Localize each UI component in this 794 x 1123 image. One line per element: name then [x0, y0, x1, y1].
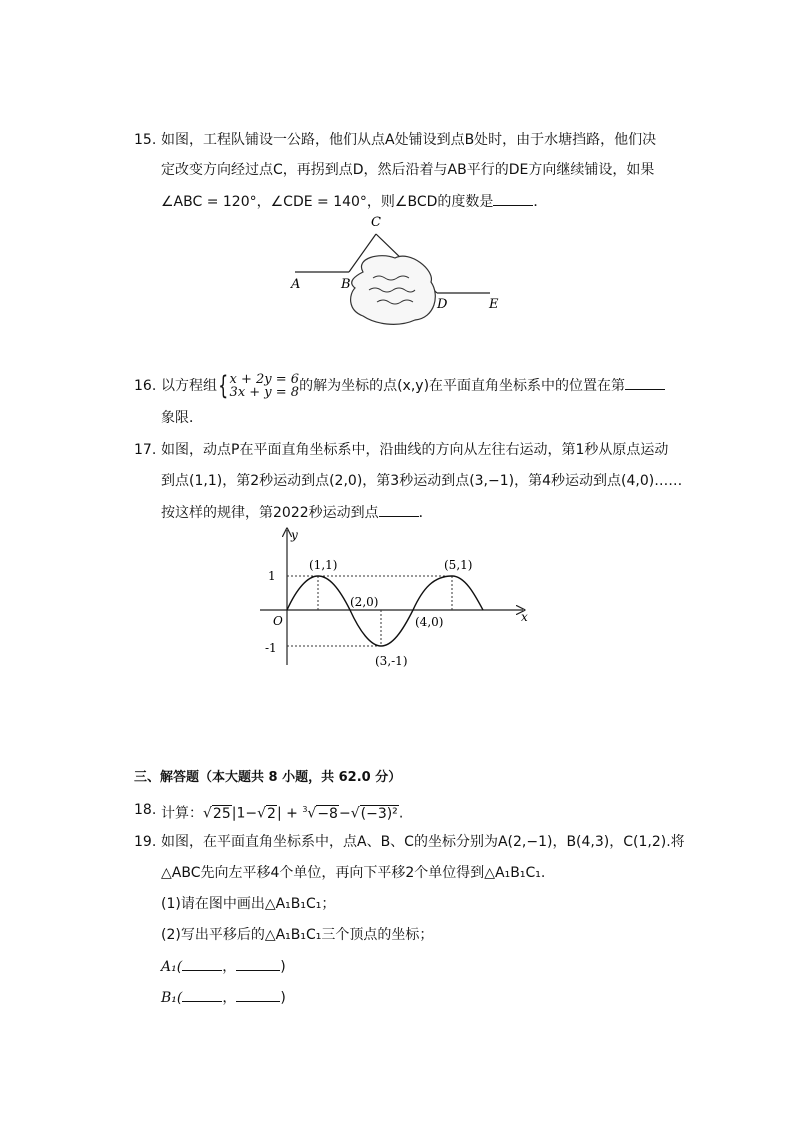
- q16-post: 的解为坐标的点(x,y)在平面直角坐标系中的位置在第: [299, 378, 626, 394]
- question-number: 16.: [134, 378, 157, 394]
- q19-line1: 如图，在平面直角坐标系中，点A、B、C的坐标分别为A(2,−1)，B(4,3)，C(1,2).将: [161, 834, 685, 850]
- brace-icon: {: [218, 371, 229, 401]
- q17-line3: [161, 502, 433, 523]
- q16-line2: 象限．: [161, 410, 203, 426]
- point-4-0: (4,0): [415, 615, 444, 629]
- tick-minus-1: -1: [265, 641, 277, 655]
- equation-system: [230, 373, 300, 399]
- radicand-2: 2: [267, 805, 276, 822]
- b1-y-blank[interactable]: [236, 987, 280, 1002]
- abs-close: | +: [276, 805, 303, 822]
- sqrt-icon: √: [307, 805, 317, 822]
- radicand-minus-3-sq: (−3)²: [360, 805, 398, 822]
- motion-curve: [287, 576, 483, 646]
- equation-2: 3x + y = 8: [229, 385, 300, 400]
- answer-blank[interactable]: [625, 375, 665, 390]
- label-d: D: [437, 297, 448, 312]
- abs-open: |1−: [231, 805, 258, 822]
- q17-line2: 到点(1,1)，第2秒运动到点(2,0)，第3秒运动到点(3,−1)，第4秒运动到点(4,0)……: [161, 473, 683, 489]
- q19-line2: △ABC先向左平移4个单位，再向下平移2个单位得到△A₁B₁C₁.: [161, 865, 546, 881]
- a1-y-blank[interactable]: [236, 956, 280, 971]
- period: .: [398, 805, 404, 822]
- sqrt-icon: √: [203, 805, 212, 822]
- label-c: C: [371, 215, 381, 230]
- q19-sub1: (1)请在图中画出△A₁B₁C₁；: [161, 896, 336, 912]
- q15-line3: [161, 191, 547, 212]
- close-paren: ): [280, 990, 286, 1006]
- question-number: 15.: [134, 132, 157, 148]
- y-axis-label: y: [291, 528, 298, 542]
- label-a: A: [291, 277, 301, 292]
- radicand-25: 25: [212, 805, 231, 822]
- q16: [0, 373, 794, 399]
- q18-expression: [161, 800, 403, 824]
- q16-pre: 以方程组: [161, 378, 217, 394]
- question-number: 19.: [134, 834, 157, 850]
- q15-line1: 如图，工程队铺设一公路，他们从点A处铺设到点B处时，由于水塘挡路，他们决: [161, 132, 657, 148]
- period: ．: [418, 505, 433, 521]
- point-2-0: (2,0): [350, 595, 379, 609]
- point-1-1: (1,1): [309, 558, 338, 572]
- q19-b1: [161, 987, 286, 1008]
- b1-label: B₁(: [161, 990, 183, 1006]
- label-e: E: [489, 297, 499, 312]
- q16-line1: [161, 373, 665, 399]
- origin-label: O: [273, 614, 283, 628]
- a1-label: A₁(: [161, 959, 183, 975]
- sqrt-icon: √: [257, 805, 267, 822]
- q17-line1: 如图，动点P在平面直角坐标系中，沿曲线的方向从左往右运动，第1秒从原点运动: [161, 442, 669, 458]
- a1-x-blank[interactable]: [182, 956, 222, 971]
- q15-figure: [285, 210, 515, 330]
- comma: ，: [222, 990, 237, 1006]
- tick-1: 1: [268, 569, 276, 583]
- section-title: 三、解答题（本大题共 8 小题，共 62.0 分）: [134, 770, 402, 785]
- q19-sub2: (2)写出平移后的△A₁B₁C₁三个顶点的坐标；: [161, 927, 434, 943]
- minus: −: [338, 805, 351, 822]
- x-axis-label: x: [521, 610, 528, 624]
- question-number: 18.: [134, 802, 157, 818]
- sqrt-icon: √: [350, 805, 360, 822]
- equation-1: x + 2y = 6: [229, 372, 300, 387]
- q15-line3-text: ∠ABC = 120°，∠CDE = 140°，则∠BCD的度数是: [161, 194, 494, 210]
- q17-graph: [255, 525, 545, 675]
- answer-blank[interactable]: [379, 502, 419, 517]
- comma: ，: [222, 959, 237, 975]
- q15-line2: 定改变方向经过点C，再拐到点D，然后沿着与AB平行的DE方向继续铺设，如果: [161, 162, 655, 178]
- point-3-m1: (3,-1): [375, 654, 408, 668]
- b1-x-blank[interactable]: [182, 987, 222, 1002]
- q17-line3-text: 按这样的规律，第2022秒运动到点: [161, 505, 379, 521]
- label-b: B: [341, 277, 351, 292]
- radicand-minus-8: −8: [317, 805, 338, 822]
- period: ．: [533, 194, 548, 210]
- close-paren: ): [280, 959, 286, 975]
- answer-blank[interactable]: [493, 191, 533, 206]
- q18-pre: 计算：: [161, 805, 203, 822]
- cube-index: 3: [302, 805, 308, 814]
- q19-a1: [161, 956, 286, 977]
- point-5-1: (5,1): [444, 558, 473, 572]
- question-number: 17.: [134, 442, 157, 458]
